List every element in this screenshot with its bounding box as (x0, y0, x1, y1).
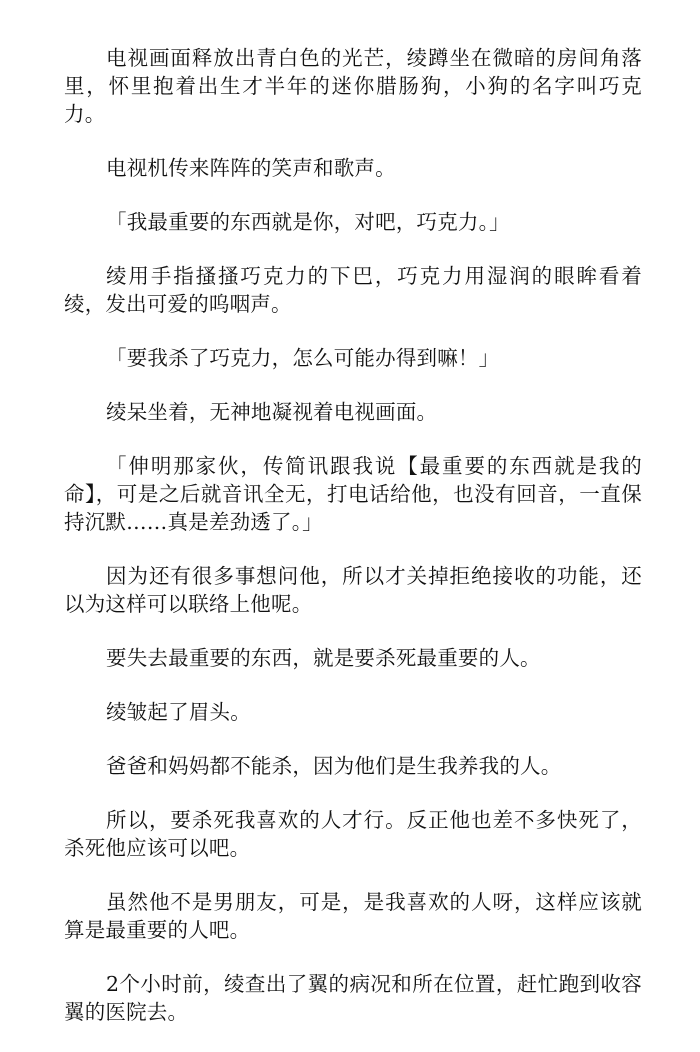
paragraph-9: 要失去最重要的东西，就是要杀死最重要的人。 (106, 646, 541, 670)
paragraph-13: 虽然他不是男朋友，可是，是我喜欢的人呀，这样应该就算是最重要的人吧。 (64, 890, 642, 942)
paragraph-4: 绫用手指搔搔巧克力的下巴，巧克力用湿润的眼眸看着绫，发出可爱的呜咽声。 (64, 264, 642, 316)
paragraph-1: 电视画面释放出青白色的光芒，绫蹲坐在微暗的房间角落里，怀里抱着出生才半年的迷你腊肠狗，小狗的名字叫巧克力。 (64, 46, 642, 126)
paragraph-11: 爸爸和妈妈都不能杀，因为他们是生我养我的人。 (106, 754, 562, 778)
paragraph-8: 因为还有很多事想问他，所以才关掉拒绝接收的功能，还以为这样可以联络上他呢。 (64, 564, 642, 616)
paragraph-5: 「要我杀了巧克力，怎么可能办得到嘛！」 (106, 346, 500, 370)
paragraph-2: 电视机传来阵阵的笑声和歌声。 (106, 156, 396, 180)
document-page (64, 44, 642, 1052)
paragraph-12: 所以，要杀死我喜欢的人才行。反正他也差不多快死了，杀死他应该可以吧。 (64, 808, 642, 860)
paragraph-3: 「我最重要的东西就是你，对吧，巧克力。」 (106, 210, 510, 234)
paragraph-14: 2个小时前，绫查出了翼的病况和所在位置，赶忙跑到收容翼的医院去。 (64, 972, 642, 1024)
paragraph-10: 绫皱起了眉头。 (106, 700, 251, 724)
paragraph-7: 「伸明那家伙，传简讯跟我说【最重要的东西就是我的命】，可是之后就音讯全无，打电话给他，也没有回音，一直保持沉默……真是差劲透了。」 (64, 454, 642, 534)
paragraph-6: 绫呆坐着，无神地凝视着电视画面。 (106, 400, 438, 424)
